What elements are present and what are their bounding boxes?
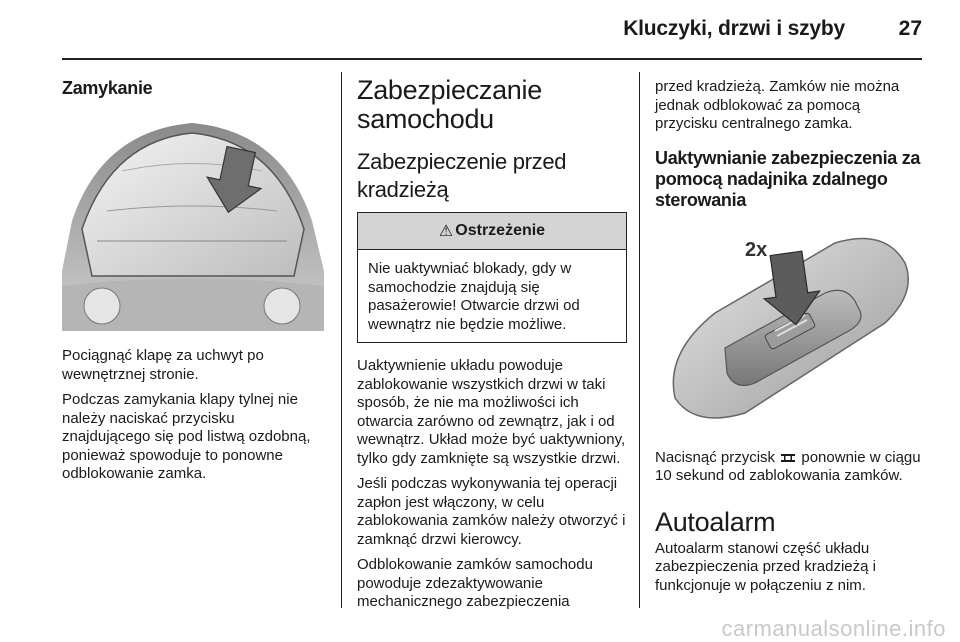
section-heading: Zamykanie (62, 78, 153, 98)
paragraph: Podczas zamykania klapy tylnej nie należy naciskać przycisku znajdującego się pod listwą ozdobną, ponieważ spowoduje to ponowne odblokowanie zamka. (62, 391, 311, 482)
page-number: 27 (898, 17, 922, 40)
section-title: Zabezpieczanie samochodu (357, 75, 542, 134)
section-heading: Uaktywnianie zabezpieczenia za pomocą nadajnika zdalnego sterowania (655, 147, 921, 210)
tailgate-illustration (62, 111, 324, 331)
column-divider (341, 72, 342, 608)
column-right (655, 72, 925, 595)
paragraph: Uaktywnienie układu powoduje zablokowanie wszystkich drzwi w taki sposób, że nie ma możliwości ich otwarcia zarówno od zewnątrz, jak i od wewnątrz. Układ może być uaktywniony, tylko gdy zamknięte są wszystkie drzwi. (357, 357, 626, 467)
paragraph: Pociągnąć klapę za uchwyt po wewnętrznej stronie. (62, 347, 264, 383)
paragraph (655, 449, 925, 486)
section-title: Autoalarm (655, 506, 776, 537)
paragraph: przed kradzieżą. Zamków nie można jednak odblokować za pomocą przycisku centralnego zamka. (655, 78, 900, 132)
column-divider (639, 72, 640, 608)
header-divider (62, 58, 922, 60)
paragraph: Autoalarm stanowi część układu zabezpieczenia przed kradzieżą i funkcjonuje w połączeniu z nim. (655, 539, 876, 594)
press-twice-label: 2x (745, 238, 768, 261)
press-instruction-start: Nacisnąć przycisk (655, 448, 776, 466)
warning-text: Nie uaktywniać blokady, gdy w samochodzie znajdują się pasażerowie! Otwarcie drzwi od wewnątrz nie będzie możliwe. (368, 260, 580, 333)
warning-body (358, 250, 626, 342)
page-header (0, 0, 960, 60)
warning-triangle-icon: ⚠ (438, 223, 454, 240)
column-left (62, 72, 324, 484)
warning-box (357, 212, 627, 343)
column-middle (357, 72, 627, 612)
paragraph: Odblokowanie zamków samochodu powoduje zdezaktywowanie mechanicznego zabezpieczenia (357, 556, 593, 610)
watermark: carmanualsonline.info (721, 616, 946, 641)
remote-key-illustration (655, 223, 921, 433)
section-subtitle: Zabezpieczenie przed kradzieżą (357, 149, 567, 202)
warning-header (358, 213, 626, 250)
chapter-title: Kluczyki, drzwi i szyby (623, 17, 845, 40)
paragraph: Jeśli podczas wykonywania tej operacji zapłon jest włączony, w celu zablokowania zamków należy otworzyć i zamknąć drzwi kierowcy. (357, 475, 626, 548)
lock-button-icon (781, 454, 795, 462)
press-instruction-end: ponownie w ciągu 10 sekund od zablokowania zamków. (655, 448, 921, 484)
warning-title: Ostrzeżenie (455, 222, 546, 239)
